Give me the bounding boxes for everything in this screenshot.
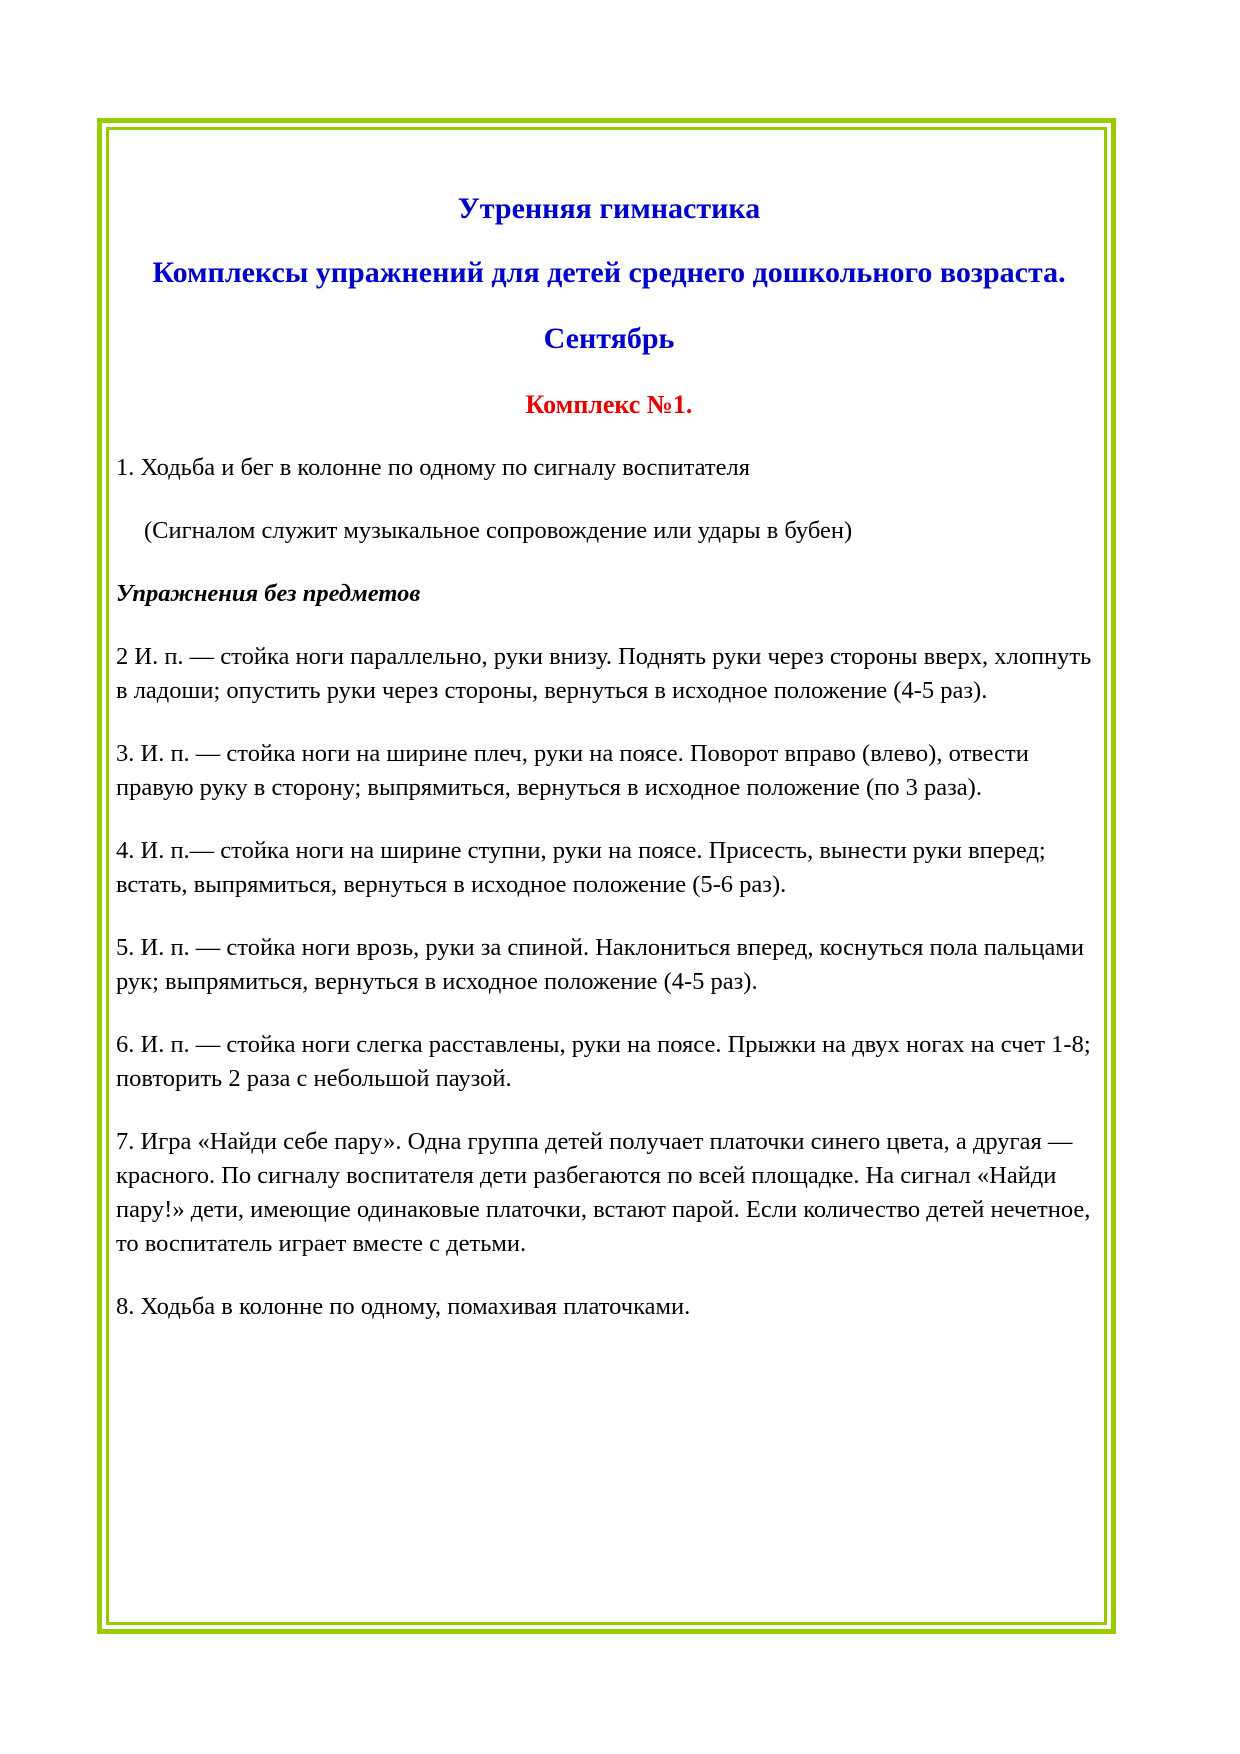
exercise-item: 1. Ходьба и бег в колонне по одному по сигналу воспитателя (116, 454, 750, 481)
exercise-item: 3. И. п. — стойка ноги на ширине плеч, руки на поясе. Поворот вправо (влево), отвести правую руку в сторону; выпрямиться, вернуться в исходное положение (по 3 раза). (116, 740, 1029, 801)
exercise-note: (Сигналом служит музыкальное сопровождение или удары в бубен) (144, 517, 853, 544)
exercise-item: 8. Ходьба в колонне по одному, помахивая платочками. (116, 1293, 691, 1320)
exercise-item: 4. И. п.— стойка ноги на ширине ступни, руки на поясе. Присесть, вынести руки вперед; встать, выпрямиться, вернуться в исходное положение (5-6 раз). (116, 837, 1046, 898)
exercise-item: 6. И. п. — стойка ноги слегка расставлены, руки на поясе. Прыжки на двух ногах на счет 1-8; повторить 2 раза с небольшой паузой. (116, 1031, 1091, 1092)
exercise-item: 2 И. п. — стойка ноги параллельно, руки внизу. Поднять руки через стороны вверх, хлопнуть в ладоши; опустить руки через стороны, вернуться в исходное положение (4-5 раз). (116, 643, 1092, 704)
complex-heading: Комплекс №1. (525, 390, 693, 419)
document-subtitle: Комплексы упражнений для детей среднего дошкольного возраста. (152, 256, 1066, 289)
month-heading: Сентябрь (543, 322, 675, 355)
exercise-item: 5. И. п. — стойка ноги врозь, руки за спиной. Наклониться вперед, коснуться пола пальцами рук; выпрямиться, вернуться в исходное положение (4-5 раз). (116, 934, 1084, 995)
document-content (116, 190, 1102, 1324)
exercise-item: 7. Игра «Найди себе пару». Одна группа детей получает платочки синего цвета, а другая — красного. По сигналу воспитателя дети разбегаются по всей площадке. На сигнал «Найди пару!» дети, имеющие одинаковые платочки, встают парой. Если количество детей нечетное, то воспитатель играет вместе с детьми. (116, 1128, 1091, 1257)
section-heading: Упражнения без предметов (116, 580, 421, 607)
document-title: Утренняя гимнастика (457, 192, 761, 225)
